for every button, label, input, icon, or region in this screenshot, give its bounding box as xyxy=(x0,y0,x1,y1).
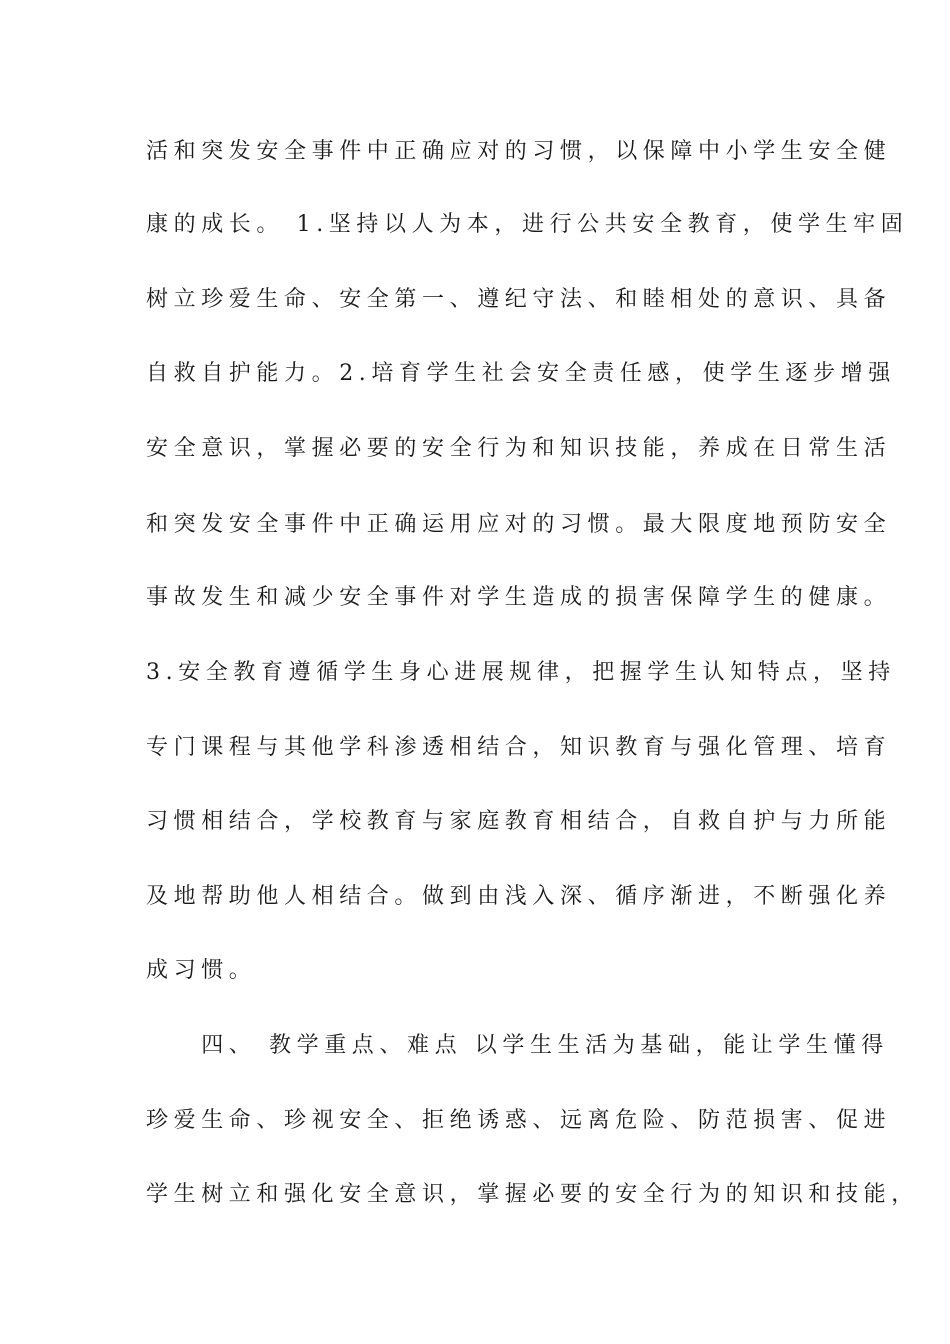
text-line: 习惯相结合，学校教育与家庭教育相结合，自救自护与力所能 xyxy=(146,809,892,834)
text-line: 活和突发安全事件中正确应对的习惯，以保障中小学生安全健 xyxy=(146,139,892,164)
text-line: 四、 教学重点、难点 以学生生活为基础，能让学生懂得 xyxy=(146,1033,889,1058)
text-line: 安全意识，掌握必要的安全行为和知识技能，养成在日常生活 xyxy=(146,436,892,461)
text-line: 事故发生和减少安全事件对学生造成的损害保障学生的健康。 xyxy=(146,585,892,610)
text-line: 成习惯。 xyxy=(146,958,257,983)
text-line: 学生树立和强化安全意识，掌握必要的安全行为的知识和技能， xyxy=(146,1182,919,1207)
text-line: 3.安全教育遵循学生身心进展规律，把握学生认知特点，坚持 xyxy=(146,660,896,685)
text-line: 专门课程与其他学科渗透相结合，知识教育与强化管理、培育 xyxy=(146,735,892,760)
text-line: 及地帮助他人相结合。做到由浅入深、循序渐进，不断强化养 xyxy=(146,884,892,909)
text-line: 康的成长。 1.坚持以人为本，进行公共安全教育，使学生牢固 xyxy=(146,212,909,237)
text-line: 自救自护能力。2.培育学生社会安全责任感，使学生逐步增强 xyxy=(146,361,896,386)
text-line: 和突发安全事件中正确运用应对的习惯。最大限度地预防安全 xyxy=(146,512,892,537)
text-line: 树立珍爱生命、安全第一、遵纪守法、和睦相处的意识、具备 xyxy=(146,287,892,312)
text-line: 珍爱生命、珍视安全、拒绝诱惑、远离危险、防范损害、促进 xyxy=(146,1108,892,1133)
